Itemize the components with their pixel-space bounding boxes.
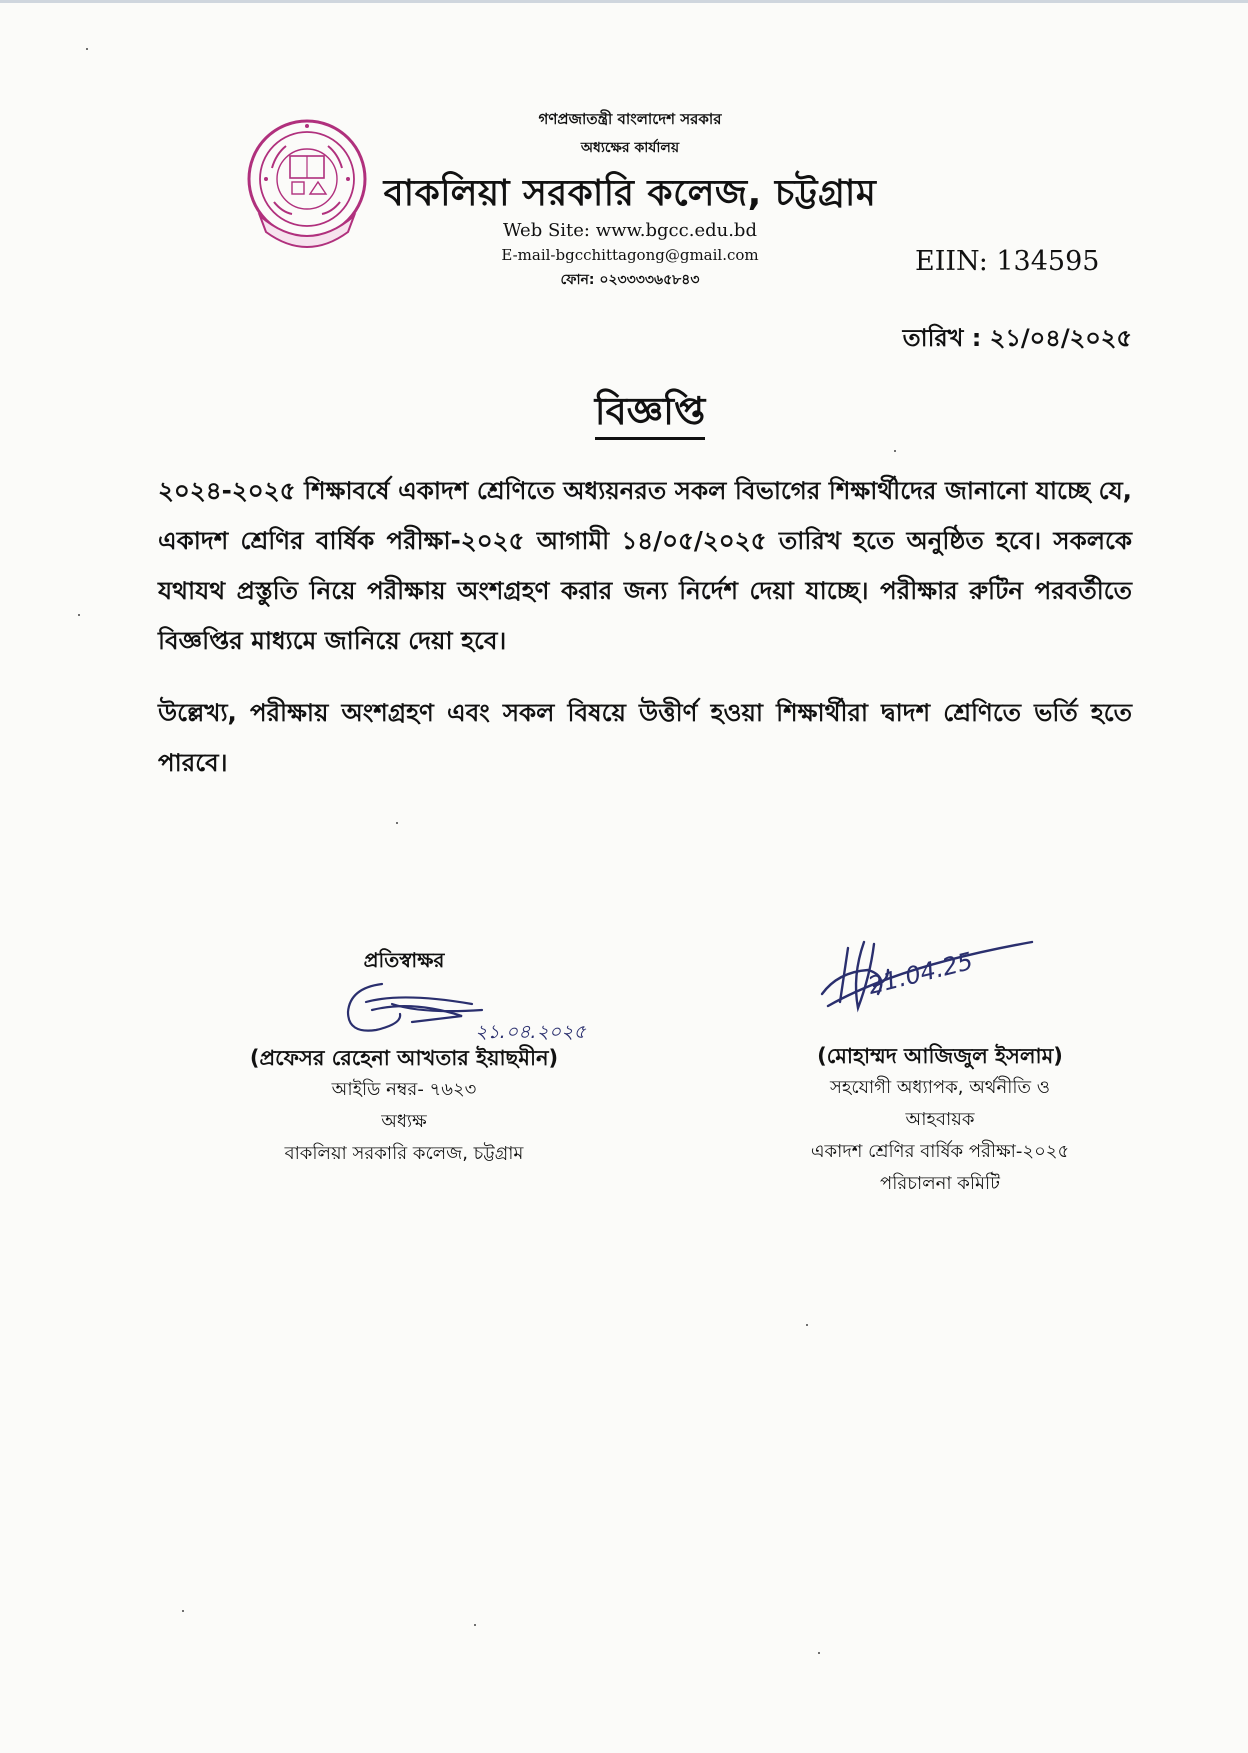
right-signatory-role: আহবায়ক	[905, 1109, 975, 1130]
email-line: E-mail-bgcchittagong@gmail.com	[501, 246, 759, 264]
left-signatory-name: (প্রফেসর রেহেনা আখতার ইয়াছমীন)	[249, 1046, 559, 1070]
countersign-label: প্রতিস্বাক্ষর	[363, 948, 445, 972]
scan-speck	[474, 1624, 476, 1626]
right-signatory-designation: সহযোগী অধ্যাপক, অর্থনীতি ও	[830, 1077, 1050, 1098]
right-signatory-committee: একাদশ শ্রেণির বার্ষিক পরীক্ষা-২০২৫	[810, 1141, 1070, 1162]
notice-date: তারিখ : ২১/০৪/২০২৫	[902, 324, 1132, 352]
notice-paragraph-1: ২০২৪-২০২৫ শিক্ষাবর্ষে একাদশ শ্রেণিতে অধ্যয়নরত সকল বিভাগের শিক্ষার্থীদের জানানো যাচ্ছে যে, একাদশ শ্রেণির বার্ষিক পরীক্ষা-২০২৫ আগামী ১৪/০৫/২০২৫ তারিখ হতে অনুষ্ঠিত হবে। সকলকে যথাযথ প্রস্তুতি নিয়ে পরীক্ষায় অংশগ্রহণ করার জন্য নির্দেশ দেয়া যাচ্ছে। পরীক্ষার রুটিন পরবর্তীতে বিজ্ঞপ্তির মাধ্যমে জানিয়ে দেয়া হবে।	[158, 476, 1132, 655]
left-signature-icon	[342, 974, 492, 1044]
notice-paragraph-2: উল্লেখ্য, পরীক্ষায় অংশগ্রহণ এবং সকল বিষয়ে উত্তীর্ণ হওয়া শিক্ষার্থীরা দ্বাদশ শ্রেণিতে ভর্তি হতে পারবে।	[158, 698, 1132, 777]
eiin-number: EIIN: 134595	[915, 246, 1100, 277]
right-signatory-committee-2: পরিচালনা কমিটি	[880, 1173, 1000, 1194]
government-line: গণপ্রজাতন্ত্রী বাংলাদেশ সরকার	[538, 110, 722, 128]
right-signature-date: 21.04.25	[865, 946, 976, 1000]
phone-line: ফোন: ০২৩৩৩৩৬৫৮৪৩	[560, 272, 700, 288]
scan-speck	[894, 450, 896, 452]
scan-top-edge	[0, 0, 1248, 3]
left-signature-date: ২১.০৪.২০২৫	[475, 1021, 586, 1043]
website-line: Web Site: www.bgcc.edu.bd	[503, 220, 757, 241]
college-seal-icon	[244, 116, 370, 250]
left-signatory-institution: বাকলিয়া সরকারি কলেজ, চট্টগ্রাম	[284, 1143, 524, 1164]
scan-speck	[396, 822, 398, 824]
college-name: বাকলিয়া সরকারি কলেজ, চট্টগ্রাম	[383, 173, 877, 214]
office-line: অধ্যক্ষের কার্যালয়	[580, 140, 680, 156]
scan-speck	[78, 614, 80, 616]
scan-speck	[806, 1324, 808, 1326]
left-signatory-designation: অধ্যক্ষ	[381, 1111, 427, 1132]
left-signatory-id: আইডি নম্বর- ৭৬২৩	[331, 1079, 477, 1100]
scan-speck	[86, 48, 88, 50]
scan-speck	[182, 1610, 184, 1612]
scan-speck	[818, 1652, 820, 1654]
notice-title: বিজ্ঞপ্তি	[500, 382, 800, 446]
right-signatory-name: (মোহাম্মদ আজিজুল ইসলাম)	[817, 1044, 1063, 1068]
